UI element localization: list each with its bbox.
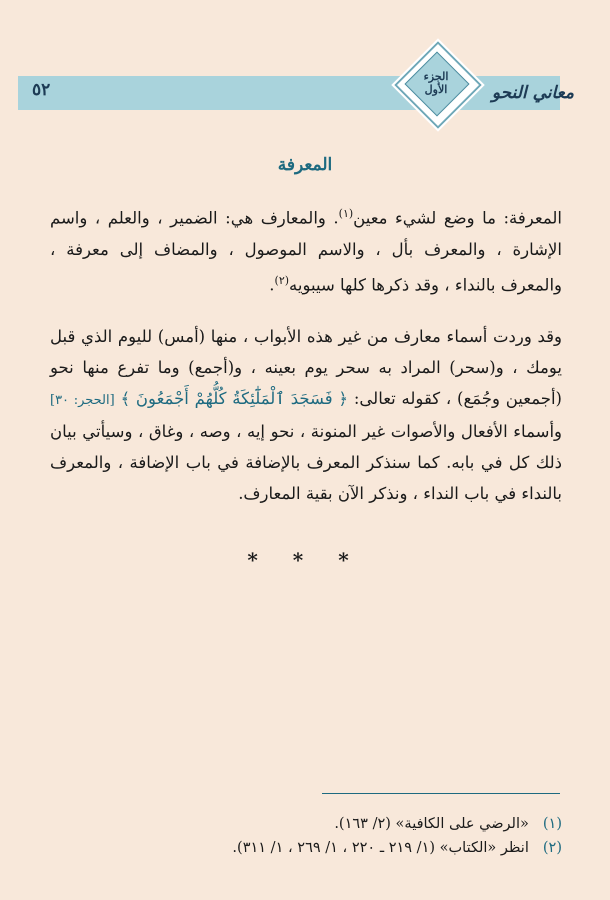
footnotes <box>48 812 562 860</box>
quran-verse: ﴿ فَسَجَدَ ٱلْمَلَٰٓئِكَةُ كُلُّهُمْ أَجْمَعُونَ ﴾ <box>120 389 349 408</box>
section-title: المعرفة <box>277 155 333 175</box>
paragraph-2 <box>50 321 562 509</box>
paragraph-1 <box>50 198 562 300</box>
section-divider: * * * <box>247 548 363 572</box>
verse-reference: [الحجر: ٣٠] <box>50 393 115 408</box>
paragraph-1-part-a: المعرفة: ما وضع لشيء معين <box>353 208 562 228</box>
paragraph-1-part-b: . والمعارف هي: الضمير ، والعلم ، واسم الإشارة ، والمعرف بأل ، والاسم الموصول ، والمضاف إلى معرفة ، والمعرف بالنداء ، وقد ذكرها كلها سيبويه <box>50 208 562 294</box>
footnote-ref-2: (٢) <box>274 273 290 287</box>
body-text <box>50 198 562 530</box>
paragraph-2-part-b: وأسماء الأفعال والأصوات غير المنونة ، نحو إيه ، وصه ، وغاق ، وسيأتي بيان ذلك كل في بابه. كما سنذكر المعرف بالإضافة في باب الإضافة ، والمعرف بالنداء في باب النداء ، ونذكر الآن بقية المعارف. <box>50 422 562 503</box>
footnote-item <box>48 812 562 836</box>
footnote-text: انظر «الكتاب» (١/ ٢١٩ ـ ٢٢٠ ، ١/ ٢٦٩ ، ١/ ٣١١). <box>232 840 529 856</box>
footnote-number: (١) <box>542 816 562 832</box>
footnote-separator <box>322 793 560 794</box>
book-title: معاني النحو <box>491 83 574 103</box>
part-label-line1: الجزء <box>423 70 449 83</box>
page-number: ٥٢ <box>32 80 51 100</box>
paragraph-2-part-a: وقد وردت أسماء معارف من غير هذه الأبواب ، منها (أمس) لليوم الذي قبل يومك ، و(سحر) المراد به سحر يوم بعينه ، و(أجمع) وما تفرع منها نحو (أجمعين وجُمَع) ، كقوله تعالى: <box>50 327 562 408</box>
footnote-ref-1: (١) <box>338 207 354 220</box>
footnote-item <box>48 836 562 860</box>
footnote-number: (٢) <box>542 840 562 856</box>
footnote-text: «الرضي على الكافية» (٢/ ١٦٣). <box>334 816 529 832</box>
part-label-line2: الأول <box>424 83 448 96</box>
paragraph-1-part-c: . <box>269 275 275 294</box>
part-label <box>405 70 467 110</box>
